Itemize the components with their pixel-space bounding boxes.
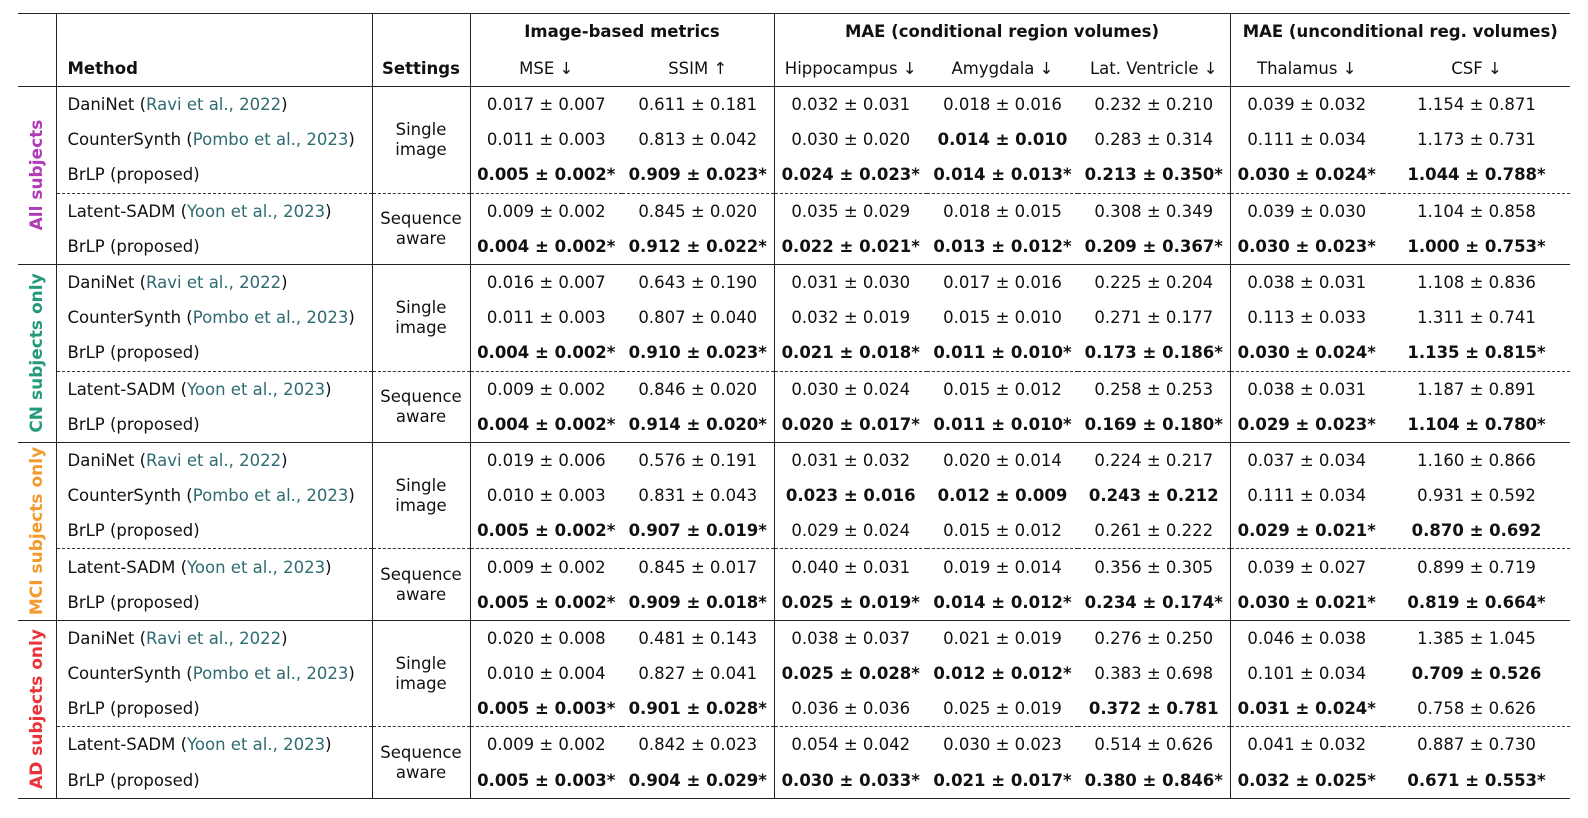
thalamus-value: 0.038 ± 0.031 — [1230, 264, 1383, 300]
hippocampus-value: 0.030 ± 0.020 — [774, 122, 927, 157]
thalamus-value: 0.039 ± 0.030 — [1230, 193, 1383, 229]
mse-value: 0.009 ± 0.002 — [470, 193, 622, 229]
settings-cell — [372, 620, 470, 727]
header-ssim: SSIM ↑ — [668, 59, 728, 78]
method-cell: DaniNet (Ravi et al., 2022) — [56, 264, 372, 300]
mse-value: 0.016 ± 0.007 — [470, 264, 622, 300]
table-row — [18, 87, 1570, 123]
lat-ventricle-value: 0.213 ± 0.350* — [1084, 165, 1223, 185]
method-name: Latent-SADM — [67, 735, 176, 755]
citation-link[interactable]: Pombo et al., 2023 — [192, 664, 349, 684]
table-row — [18, 513, 1570, 549]
amygdala-value: 0.019 ± 0.014 — [927, 549, 1078, 585]
csf-value: 1.108 ± 0.836 — [1383, 264, 1570, 300]
lat-ventricle-value: 0.169 ± 0.180* — [1084, 414, 1223, 434]
lat-ventricle-value: 0.209 ± 0.367* — [1084, 236, 1223, 256]
ssim-value: 0.813 ± 0.042 — [638, 130, 758, 150]
lat-ventricle-value: 0.276 ± 0.250 — [1078, 620, 1230, 656]
method-name: Latent-SADM — [67, 379, 176, 399]
settings-line-1: Single — [395, 119, 447, 139]
amygdala-value: 0.020 ± 0.014 — [927, 442, 1078, 478]
method-cell: Latent-SADM (Yoon et al., 2023) — [56, 549, 372, 585]
mse-value: 0.009 ± 0.002 — [470, 549, 622, 585]
amygdala-value: 0.014 ± 0.012* — [933, 592, 1072, 612]
thalamus-value: 0.032 ± 0.025* — [1230, 763, 1383, 799]
header-group-unconditional: MAE (unconditional reg. volumes) — [1230, 14, 1570, 50]
method-cell: CounterSynth (Pombo et al., 2023) — [67, 486, 355, 506]
settings-cell — [372, 549, 470, 620]
thalamus-value: 0.030 ± 0.024* — [1230, 157, 1383, 193]
hippocampus-value: 0.038 ± 0.037 — [774, 620, 927, 656]
citation-link[interactable]: Yoon et al., 2023 — [187, 379, 326, 399]
method-cell — [56, 513, 372, 549]
citation-link[interactable]: Yoon et al., 2023 — [187, 201, 326, 221]
csf-value: 1.135 ± 0.815* — [1407, 343, 1546, 363]
amygdala-value: 0.018 ± 0.015 — [927, 193, 1078, 229]
header-amygdala: Amygdala ↓ — [951, 59, 1054, 78]
table-row — [18, 157, 1570, 193]
method-cell: CounterSynth (Pombo et al., 2023) — [67, 130, 355, 150]
csf-value: 0.870 ± 0.692 — [1411, 521, 1542, 541]
csf-value: 0.931 ± 0.592 — [1417, 486, 1536, 506]
thalamus-value: 0.030 ± 0.024* — [1230, 335, 1383, 371]
ssim-value: 0.901 ± 0.028* — [628, 699, 767, 719]
mse-value: 0.017 ± 0.007 — [470, 87, 622, 123]
method-name: CounterSynth — [67, 130, 182, 150]
hippocampus-value: 0.020 ± 0.017* — [774, 407, 927, 443]
hippocampus-value: 0.024 ± 0.023* — [774, 157, 927, 193]
method-name: BrLP (proposed) — [67, 770, 200, 790]
table-row — [18, 193, 1570, 229]
amygdala-value: 0.025 ± 0.019 — [943, 699, 1062, 719]
section-label-text — [27, 447, 47, 615]
method-name: Latent-SADM — [67, 201, 176, 221]
mse-value: 0.005 ± 0.002* — [470, 157, 622, 193]
method-cell: Latent-SADM (Yoon et al., 2023) — [56, 193, 372, 229]
thalamus-value: 0.111 ± 0.034 — [1230, 478, 1383, 513]
method-name: DaniNet — [67, 95, 135, 115]
mse-value: 0.011 ± 0.003 — [470, 122, 622, 157]
header-lat-ventricle: Lat. Ventricle ↓ — [1089, 59, 1218, 78]
section-label-suffix: subjects only — [26, 447, 47, 574]
method-name: BrLP (proposed) — [67, 592, 200, 612]
thalamus-value: 0.113 ± 0.033 — [1230, 300, 1383, 335]
thalamus-value: 0.038 ± 0.031 — [1230, 371, 1383, 407]
amygdala-value: 0.015 ± 0.010 — [943, 308, 1062, 328]
mse-value: 0.019 ± 0.006 — [470, 442, 622, 478]
table-row — [18, 727, 1570, 763]
mse-value: 0.004 ± 0.002* — [470, 229, 622, 265]
method-cell — [56, 691, 372, 727]
lat-ventricle-value: 0.283 ± 0.314 — [1094, 130, 1214, 150]
header-mse: MSE ↓ — [470, 49, 622, 87]
hippocampus-value: 0.025 ± 0.019* — [774, 585, 927, 621]
thalamus-value: 0.101 ± 0.034 — [1230, 656, 1383, 691]
citation-link[interactable]: Ravi et al., 2022 — [146, 95, 282, 115]
csf-value: 0.671 ± 0.553* — [1383, 763, 1570, 799]
lat-ventricle-value: 0.271 ± 0.177 — [1094, 308, 1214, 328]
settings-line-2: image — [395, 317, 447, 337]
table-row — [18, 264, 1570, 300]
section-label-suffix: subjects — [26, 120, 47, 201]
ssim-value: 0.845 ± 0.020 — [622, 193, 774, 229]
settings-line-1: Single — [395, 475, 447, 495]
settings-line-1: Single — [395, 653, 447, 673]
lat-ventricle-value: 0.514 ± 0.626 — [1078, 727, 1230, 763]
thalamus-value: 0.029 ± 0.021* — [1230, 513, 1383, 549]
amygdala-value: 0.012 ± 0.009 — [937, 486, 1068, 506]
header-settings-spacer — [372, 14, 470, 50]
method-name: DaniNet — [67, 273, 135, 293]
header-row-columns — [18, 49, 1570, 87]
method-cell — [56, 763, 372, 799]
ssim-value: 0.912 ± 0.022* — [628, 236, 767, 256]
header-corner — [18, 14, 56, 50]
thalamus-value: 0.041 ± 0.032 — [1230, 727, 1383, 763]
settings-line-2: image — [395, 673, 447, 693]
section-label-group: CN — [26, 406, 47, 434]
csf-value: 1.187 ± 0.891 — [1383, 371, 1570, 407]
method-cell — [56, 335, 372, 371]
section-label — [18, 442, 56, 620]
settings-line-1: Sequence — [380, 564, 462, 584]
hippocampus-value: 0.031 ± 0.030 — [774, 264, 927, 300]
settings-cell — [372, 371, 470, 442]
method-cell — [56, 407, 372, 443]
thalamus-value: 0.029 ± 0.023* — [1230, 407, 1383, 443]
hippocampus-value: 0.031 ± 0.032 — [774, 442, 927, 478]
section-label-text — [27, 274, 47, 433]
hippocampus-value: 0.023 ± 0.016 — [774, 478, 927, 513]
table-row — [18, 371, 1570, 407]
settings-line-2: image — [395, 139, 447, 159]
csf-value: 0.709 ± 0.526 — [1411, 664, 1542, 684]
method-name: DaniNet — [67, 450, 135, 470]
ssim-value: 0.845 ± 0.017 — [622, 549, 774, 585]
results-table — [18, 13, 1570, 799]
settings-line-2: aware — [395, 584, 447, 604]
header-csf: CSF ↓ — [1451, 59, 1502, 78]
table-row — [18, 122, 1570, 157]
hippocampus-value: 0.021 ± 0.018* — [774, 335, 927, 371]
settings-cell — [372, 87, 470, 194]
method-name: CounterSynth — [67, 664, 182, 684]
amygdala-value: 0.011 ± 0.010* — [933, 343, 1072, 363]
header-settings: Settings — [372, 49, 470, 87]
settings-cell — [372, 264, 470, 371]
section-label-group: MCI — [26, 579, 47, 616]
mse-value: 0.005 ± 0.003* — [470, 763, 622, 799]
table-row — [18, 335, 1570, 371]
settings-cell — [372, 193, 470, 264]
method-name: Latent-SADM — [67, 557, 176, 577]
ssim-value: 0.914 ± 0.020* — [628, 414, 767, 434]
lat-ventricle-value: 0.173 ± 0.186* — [1084, 343, 1223, 363]
method-cell: DaniNet (Ravi et al., 2022) — [56, 620, 372, 656]
lat-ventricle-value: 0.308 ± 0.349 — [1078, 193, 1230, 229]
table-row — [18, 300, 1570, 335]
lat-ventricle-value: 0.356 ± 0.305 — [1078, 549, 1230, 585]
section-label-group: All — [26, 206, 47, 231]
lat-ventricle-value: 0.258 ± 0.253 — [1078, 371, 1230, 407]
header-thalamus: Thalamus ↓ — [1230, 49, 1383, 87]
lat-ventricle-value: 0.243 ± 0.212 — [1088, 486, 1219, 506]
table-row — [18, 407, 1570, 443]
amygdala-value: 0.012 ± 0.012* — [933, 664, 1072, 684]
csf-value: 0.819 ± 0.664* — [1407, 592, 1546, 612]
ssim-value: 0.910 ± 0.023* — [628, 343, 767, 363]
table-row — [18, 229, 1570, 265]
amygdala-value: 0.021 ± 0.019 — [927, 620, 1078, 656]
thalamus-value: 0.037 ± 0.034 — [1230, 442, 1383, 478]
settings-line-1: Single — [395, 297, 447, 317]
header-method-spacer — [56, 14, 372, 50]
thalamus-value: 0.039 ± 0.027 — [1230, 549, 1383, 585]
amygdala-value: 0.021 ± 0.017* — [927, 763, 1078, 799]
ssim-value: 0.842 ± 0.023 — [622, 727, 774, 763]
amygdala-value: 0.017 ± 0.016 — [927, 264, 1078, 300]
table-row — [18, 549, 1570, 585]
csf-value: 1.104 ± 0.780* — [1407, 414, 1546, 434]
settings-line-2: aware — [395, 228, 447, 248]
lat-ventricle-value: 0.383 ± 0.698 — [1094, 664, 1214, 684]
csf-value: 1.000 ± 0.753* — [1407, 236, 1546, 256]
section-label-suffix: subjects only — [26, 273, 47, 401]
section-label-text — [27, 629, 47, 789]
table-row — [18, 585, 1570, 621]
hippocampus-value: 0.030 ± 0.033* — [774, 763, 927, 799]
method-cell — [56, 157, 372, 193]
thalamus-value: 0.111 ± 0.034 — [1230, 122, 1383, 157]
hippocampus-value: 0.054 ± 0.042 — [774, 727, 927, 763]
results-table-container — [18, 13, 1570, 799]
ssim-value: 0.831 ± 0.043 — [638, 486, 758, 506]
ssim-value: 0.576 ± 0.191 — [622, 442, 774, 478]
hippocampus-value: 0.036 ± 0.036 — [774, 691, 927, 727]
method-cell: DaniNet (Ravi et al., 2022) — [56, 442, 372, 478]
table-row — [18, 763, 1570, 799]
amygdala-value: 0.015 ± 0.012 — [943, 521, 1062, 541]
csf-value: 1.173 ± 0.731 — [1417, 130, 1536, 150]
mse-value: 0.004 ± 0.002* — [470, 335, 622, 371]
settings-line-1: Sequence — [380, 208, 462, 228]
header-method: Method — [56, 49, 372, 87]
ssim-value: 0.909 ± 0.023* — [628, 165, 767, 185]
citation-link[interactable]: Ravi et al., 2022 — [146, 628, 282, 648]
amygdala-value: 0.014 ± 0.010 — [937, 130, 1068, 150]
settings-cell — [372, 727, 470, 798]
mse-value: 0.005 ± 0.003* — [470, 691, 622, 727]
mse-value: 0.004 ± 0.002* — [470, 407, 622, 443]
hippocampus-value: 0.022 ± 0.021* — [774, 229, 927, 265]
table-row — [18, 620, 1570, 656]
csf-value: 1.385 ± 1.045 — [1383, 620, 1570, 656]
hippocampus-value: 0.032 ± 0.031 — [774, 87, 927, 123]
citation-link[interactable]: Pombo et al., 2023 — [192, 486, 349, 506]
csf-value: 1.160 ± 0.866 — [1383, 442, 1570, 478]
mse-value: 0.010 ± 0.003 — [470, 478, 622, 513]
method-cell — [56, 229, 372, 265]
hippocampus-value: 0.032 ± 0.019 — [774, 300, 927, 335]
thalamus-value: 0.046 ± 0.038 — [1230, 620, 1383, 656]
ssim-value: 0.481 ± 0.143 — [622, 620, 774, 656]
mse-value: 0.005 ± 0.002* — [470, 513, 622, 549]
citation-link[interactable]: Yoon et al., 2023 — [187, 735, 326, 755]
lat-ventricle-value: 0.225 ± 0.204 — [1078, 264, 1230, 300]
mse-value: 0.005 ± 0.002* — [470, 585, 622, 621]
section-label-text — [27, 120, 47, 231]
ssim-value: 0.827 ± 0.041 — [638, 664, 758, 684]
ssim-value: 0.904 ± 0.029* — [622, 763, 774, 799]
hippocampus-value: 0.030 ± 0.024 — [774, 371, 927, 407]
csf-value: 1.044 ± 0.788* — [1407, 165, 1546, 185]
method-cell — [56, 585, 372, 621]
mse-value: 0.020 ± 0.008 — [470, 620, 622, 656]
mse-value: 0.009 ± 0.002 — [470, 727, 622, 763]
method-name: BrLP (proposed) — [67, 699, 200, 719]
amygdala-value: 0.015 ± 0.012 — [927, 371, 1078, 407]
table-row — [18, 442, 1570, 478]
table-row — [18, 656, 1570, 691]
method-name: BrLP (proposed) — [67, 343, 200, 363]
section-label — [18, 264, 56, 442]
settings-line-1: Sequence — [380, 386, 462, 406]
citation-link[interactable]: Pombo et al., 2023 — [192, 130, 349, 150]
hippocampus-value: 0.035 ± 0.029 — [774, 193, 927, 229]
csf-value: 1.311 ± 0.741 — [1417, 308, 1536, 328]
settings-cell — [372, 442, 470, 549]
method-cell: Latent-SADM (Yoon et al., 2023) — [56, 371, 372, 407]
section-label-suffix: subjects only — [26, 629, 47, 757]
ssim-value: 0.846 ± 0.020 — [622, 371, 774, 407]
amygdala-value: 0.014 ± 0.013* — [933, 165, 1072, 185]
settings-line-1: Sequence — [380, 742, 462, 762]
citation-link[interactable]: Pombo et al., 2023 — [192, 308, 349, 328]
mse-value: 0.011 ± 0.003 — [470, 300, 622, 335]
amygdala-value: 0.013 ± 0.012* — [933, 236, 1072, 256]
header-hippocampus: Hippocampus ↓ — [774, 49, 927, 87]
section-label — [18, 620, 56, 798]
csf-value: 0.758 ± 0.626 — [1417, 699, 1536, 719]
amygdala-value: 0.011 ± 0.010* — [933, 414, 1072, 434]
method-name: DaniNet — [67, 628, 135, 648]
settings-line-2: aware — [395, 406, 447, 426]
citation-link[interactable]: Ravi et al., 2022 — [146, 273, 282, 293]
results-body — [18, 87, 1570, 799]
method-cell: CounterSynth (Pombo et al., 2023) — [67, 308, 355, 328]
csf-value: 1.104 ± 0.858 — [1383, 193, 1570, 229]
lat-ventricle-value: 0.234 ± 0.174* — [1084, 592, 1223, 612]
header-group-conditional: MAE (conditional region volumes) — [774, 14, 1230, 50]
method-name: BrLP (proposed) — [67, 414, 200, 434]
mse-value: 0.010 ± 0.004 — [470, 656, 622, 691]
ssim-value: 0.907 ± 0.019* — [628, 521, 767, 541]
ssim-value: 0.643 ± 0.190 — [622, 264, 774, 300]
method-name: BrLP (proposed) — [67, 165, 200, 185]
hippocampus-value: 0.040 ± 0.031 — [774, 549, 927, 585]
section-label — [18, 87, 56, 265]
method-name: BrLP (proposed) — [67, 521, 200, 541]
citation-link[interactable]: Yoon et al., 2023 — [187, 557, 326, 577]
hippocampus-value: 0.029 ± 0.024 — [774, 513, 927, 549]
header-row-groups — [18, 14, 1570, 50]
section-label-group: AD — [26, 761, 47, 790]
header-group-image-metrics: Image-based metrics — [470, 14, 774, 50]
thalamus-value: 0.039 ± 0.032 — [1230, 87, 1383, 123]
method-cell: CounterSynth (Pombo et al., 2023) — [67, 664, 355, 684]
amygdala-value: 0.030 ± 0.023 — [927, 727, 1078, 763]
lat-ventricle-value: 0.232 ± 0.210 — [1078, 87, 1230, 123]
csf-value: 0.899 ± 0.719 — [1383, 549, 1570, 585]
settings-line-2: image — [395, 495, 447, 515]
table-row — [18, 478, 1570, 513]
hippocampus-value: 0.025 ± 0.028* — [774, 656, 927, 691]
ssim-value: 0.807 ± 0.040 — [638, 308, 758, 328]
thalamus-value: 0.030 ± 0.021* — [1230, 585, 1383, 621]
ssim-value: 0.611 ± 0.181 — [622, 87, 774, 123]
citation-link[interactable]: Ravi et al., 2022 — [146, 450, 282, 470]
method-name: CounterSynth — [67, 486, 182, 506]
amygdala-value: 0.018 ± 0.016 — [927, 87, 1078, 123]
csf-value: 1.154 ± 0.871 — [1383, 87, 1570, 123]
thalamus-value: 0.031 ± 0.024* — [1230, 691, 1383, 727]
thalamus-value: 0.030 ± 0.023* — [1230, 229, 1383, 265]
lat-ventricle-value: 0.261 ± 0.222 — [1094, 521, 1214, 541]
header-corner-bottom — [18, 49, 56, 87]
lat-ventricle-value: 0.372 ± 0.781 — [1088, 699, 1219, 719]
csf-value: 0.887 ± 0.730 — [1383, 727, 1570, 763]
settings-line-2: aware — [395, 762, 447, 782]
table-row — [18, 691, 1570, 727]
method-name: CounterSynth — [67, 308, 182, 328]
lat-ventricle-value: 0.224 ± 0.217 — [1078, 442, 1230, 478]
ssim-value: 0.909 ± 0.018* — [628, 592, 767, 612]
method-name: BrLP (proposed) — [67, 236, 200, 256]
method-cell: DaniNet (Ravi et al., 2022) — [56, 87, 372, 123]
lat-ventricle-value: 0.380 ± 0.846* — [1078, 763, 1230, 799]
mse-value: 0.009 ± 0.002 — [470, 371, 622, 407]
method-cell: Latent-SADM (Yoon et al., 2023) — [56, 727, 372, 763]
